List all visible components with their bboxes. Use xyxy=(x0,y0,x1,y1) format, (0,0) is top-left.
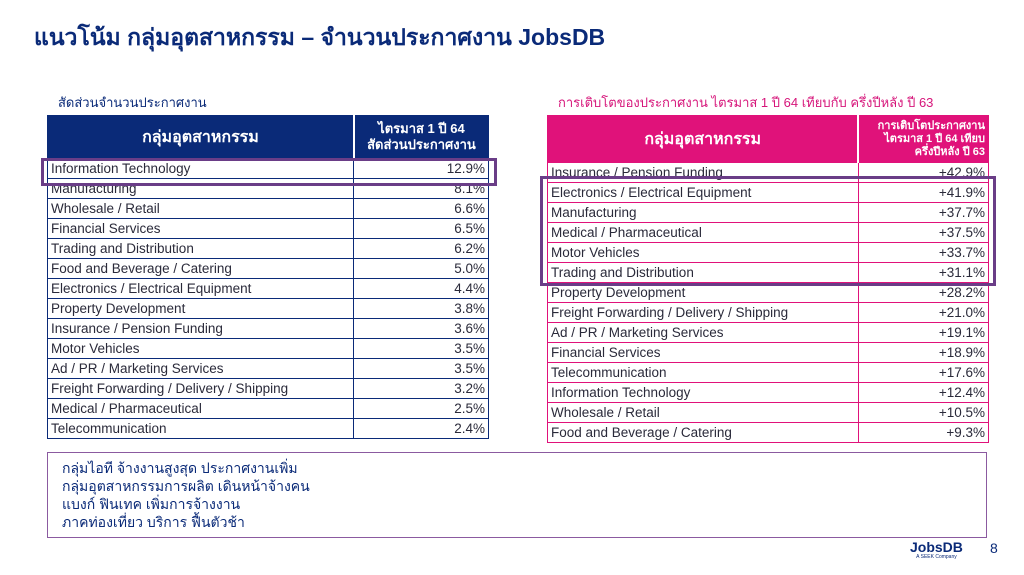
share-value-cell: 6.6% xyxy=(354,199,489,219)
share-value-cell: 3.5% xyxy=(354,339,489,359)
share-value-cell: 3.5% xyxy=(354,359,489,379)
share-industry-cell: Manufacturing xyxy=(48,179,354,199)
share-value-cell: 5.0% xyxy=(354,259,489,279)
share-value-cell: 2.5% xyxy=(354,399,489,419)
share-industry-cell: Ad / PR / Marketing Services xyxy=(48,359,354,379)
growth-value-cell: +9.3% xyxy=(858,423,988,443)
growth-value-cell: +42.9% xyxy=(858,163,988,183)
share-value-cell: 6.5% xyxy=(354,219,489,239)
share-industry-cell: Insurance / Pension Funding xyxy=(48,319,354,339)
share-table-header-industry: กลุ่มอุตสาหกรรม xyxy=(48,116,354,159)
growth-industry-cell: Telecommunication xyxy=(548,363,859,383)
right-table-caption: การเติบโตของประกาศงาน ไตรมาส 1 ปี 64 เทียบกับ ครึ่งปีหลัง ปี 63 xyxy=(558,95,934,110)
share-industry-cell: Food and Beverage / Catering xyxy=(48,259,354,279)
highlight-top-share xyxy=(41,158,497,186)
share-row xyxy=(48,199,489,219)
growth-industry-cell: Property Development xyxy=(548,283,859,303)
growth-value-cell: +17.6% xyxy=(858,363,988,383)
share-industry-cell: Motor Vehicles xyxy=(48,339,354,359)
share-row xyxy=(48,319,489,339)
left-table-caption: สัดส่วนจำนวนประกาศงาน xyxy=(58,95,207,110)
summary-box xyxy=(47,452,987,538)
share-value-cell: 8.1% xyxy=(354,179,489,199)
growth-value-cell: +28.2% xyxy=(858,283,988,303)
share-industry-cell: Property Development xyxy=(48,299,354,319)
share-header-line-2: สัดส่วนประกาศงาน xyxy=(367,137,476,152)
share-value-cell: 3.2% xyxy=(354,379,489,399)
growth-value-cell: +12.4% xyxy=(858,383,988,403)
growth-value-cell: +33.7% xyxy=(858,243,988,263)
share-value-cell: 6.2% xyxy=(354,239,489,259)
summary-line: ภาคท่องเที่ยว บริการ ฟื้นตัวช้า xyxy=(62,514,245,530)
share-value-cell: 12.9% xyxy=(354,159,489,179)
growth-row xyxy=(548,363,989,383)
summary-line: กลุ่มไอที จ้างงานสูงสุด ประกาศงานเพิ่ม xyxy=(62,460,298,476)
share-value-cell: 3.8% xyxy=(354,299,489,319)
share-industry-cell: Freight Forwarding / Delivery / Shipping xyxy=(48,379,354,399)
share-row xyxy=(48,219,489,239)
growth-value-cell: +37.7% xyxy=(858,203,988,223)
growth-industry-cell: Manufacturing xyxy=(548,203,859,223)
share-value-cell: 3.6% xyxy=(354,319,489,339)
growth-value-cell: +18.9% xyxy=(858,343,988,363)
growth-industry-cell: Electronics / Electrical Equipment xyxy=(548,183,859,203)
growth-industry-cell: Financial Services xyxy=(548,343,859,363)
share-industry-cell: Information Technology xyxy=(48,159,354,179)
share-row xyxy=(48,339,489,359)
growth-table-header-industry: กลุ่มอุตสาหกรรม xyxy=(548,116,859,163)
growth-row xyxy=(548,303,989,323)
growth-header-line-3: ครึ่งปีหลัง ปี 63 xyxy=(914,145,985,158)
growth-industry-cell: Food and Beverage / Catering xyxy=(548,423,859,443)
share-row xyxy=(48,239,489,259)
share-row xyxy=(48,279,489,299)
growth-value-cell: +41.9% xyxy=(858,183,988,203)
share-table-header-share xyxy=(354,116,489,159)
growth-row xyxy=(548,343,989,363)
growth-value-cell: +10.5% xyxy=(858,403,988,423)
growth-header-line-2: ไตรมาส 1 ปี 64 เทียบ xyxy=(884,132,985,145)
share-industry-cell: Telecommunication xyxy=(48,419,354,439)
share-value-cell: 4.4% xyxy=(354,279,489,299)
page-title: แนวโน้ม กลุ่มอุตสาหกรรม – จำนวนประกาศงาน JobsDB xyxy=(34,24,606,50)
growth-table-header-growth xyxy=(858,116,988,163)
growth-value-cell: +37.5% xyxy=(858,223,988,243)
share-row xyxy=(48,359,489,379)
growth-row xyxy=(548,383,989,403)
growth-industry-cell: Medical / Pharmaceutical xyxy=(548,223,859,243)
growth-row xyxy=(548,423,989,443)
share-industry-cell: Financial Services xyxy=(48,219,354,239)
growth-industry-cell: Insurance / Pension Funding xyxy=(548,163,859,183)
growth-industry-cell: Wholesale / Retail xyxy=(548,403,859,423)
summary-line: กลุ่มอุตสาหกรรมการผลิต เดินหน้าจ้างคน xyxy=(62,478,310,494)
share-industry-cell: Wholesale / Retail xyxy=(48,199,354,219)
page-number: 8 xyxy=(990,540,998,556)
growth-value-cell: +21.0% xyxy=(858,303,988,323)
share-row xyxy=(48,419,489,439)
jobsdb-logo xyxy=(910,540,963,560)
share-row xyxy=(48,379,489,399)
share-value-cell: 2.4% xyxy=(354,419,489,439)
share-row xyxy=(48,299,489,319)
growth-industry-cell: Information Technology xyxy=(548,383,859,403)
share-industry-cell: Medical / Pharmaceutical xyxy=(48,399,354,419)
share-industry-cell: Trading and Distribution xyxy=(48,239,354,259)
logo-tagline: A SEEK Company xyxy=(916,554,957,560)
share-row xyxy=(48,399,489,419)
growth-header-line-1: การเติบโตประกาศงาน xyxy=(877,119,985,132)
share-industry-cell: Electronics / Electrical Equipment xyxy=(48,279,354,299)
logo-brand: JobsDB xyxy=(910,539,963,555)
share-header-line-1: ไตรมาส 1 ปี 64 xyxy=(378,121,465,136)
growth-value-cell: +31.1% xyxy=(858,263,988,283)
summary-line: แบงก์ ฟินเทค เพิ่มการจ้างงาน xyxy=(62,496,241,512)
growth-value-cell: +19.1% xyxy=(858,323,988,343)
growth-row xyxy=(548,403,989,423)
growth-industry-cell: Trading and Distribution xyxy=(548,263,859,283)
growth-industry-cell: Motor Vehicles xyxy=(548,243,859,263)
growth-row xyxy=(548,323,989,343)
growth-industry-cell: Ad / PR / Marketing Services xyxy=(548,323,859,343)
share-row xyxy=(48,259,489,279)
highlight-top-growth xyxy=(540,176,996,286)
growth-industry-cell: Freight Forwarding / Delivery / Shipping xyxy=(548,303,859,323)
